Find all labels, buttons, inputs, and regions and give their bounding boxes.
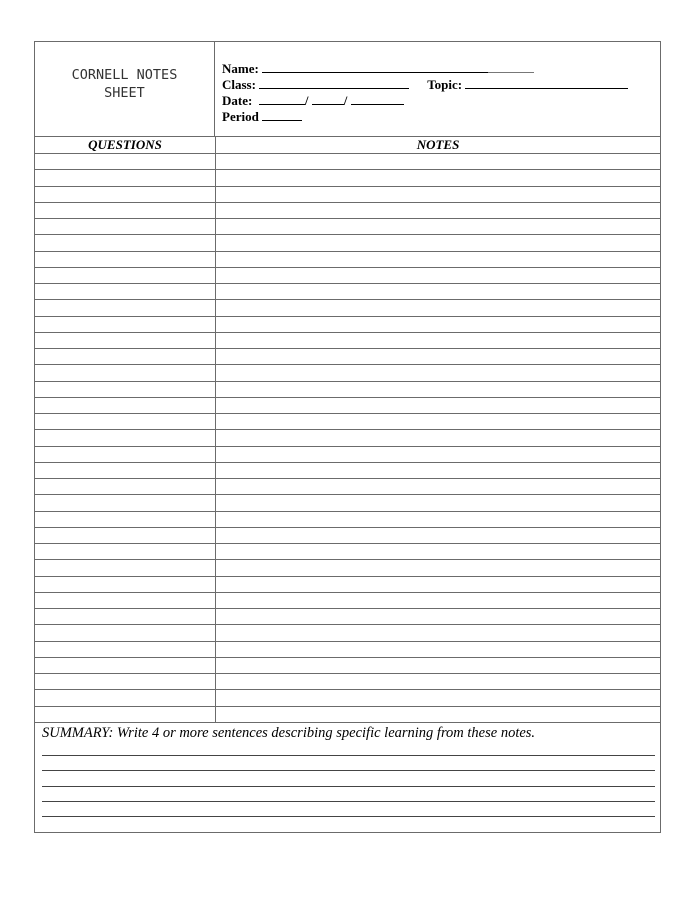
ruled-line [35, 218, 660, 219]
cornell-notes-sheet [34, 41, 661, 833]
ruled-line [35, 446, 660, 447]
title-cell [35, 42, 215, 136]
summary-prompt: SUMMARY: Write 4 or more sentences describing specific learning from these notes. [42, 725, 536, 741]
period-row [222, 108, 302, 125]
ruled-line [35, 332, 660, 333]
date-separator-2: / [343, 93, 348, 108]
ruled-line [35, 559, 660, 560]
class-field[interactable] [259, 76, 409, 89]
ruled-line [35, 153, 660, 154]
summary-writing-line[interactable] [42, 755, 655, 756]
class-topic-row [222, 76, 628, 93]
ruled-line [35, 641, 660, 642]
name-field-extension[interactable] [488, 60, 534, 73]
name-row [222, 60, 534, 77]
title-line-2: SHEET [104, 85, 145, 101]
topic-label: Topic: [427, 77, 463, 92]
date-month-field[interactable] [259, 92, 305, 105]
summary-section [35, 722, 660, 832]
notes-column-header: NOTES [416, 137, 460, 152]
ruled-line [35, 706, 660, 707]
ruled-line [35, 169, 660, 170]
ruled-line [35, 527, 660, 528]
ruled-line [35, 429, 660, 430]
summary-writing-line[interactable] [42, 816, 655, 817]
ruled-line [35, 478, 660, 479]
ruled-line [35, 316, 660, 317]
date-separator-1: / [304, 93, 309, 108]
sheet-header [35, 42, 660, 137]
info-cell [215, 42, 660, 136]
questions-column-header: QUESTIONS [88, 137, 162, 152]
summary-writing-line[interactable] [42, 770, 655, 771]
ruled-line [35, 283, 660, 284]
ruled-line [35, 624, 660, 625]
ruled-line [35, 251, 660, 252]
ruled-line [35, 381, 660, 382]
ruled-line [35, 689, 660, 690]
date-label: Date: [222, 93, 253, 108]
ruled-line [35, 494, 660, 495]
class-label: Class: [222, 77, 256, 92]
ruled-line [35, 202, 660, 203]
period-label: Period [222, 109, 259, 124]
name-field[interactable] [262, 60, 488, 73]
ruled-line [35, 608, 660, 609]
ruled-line [35, 299, 660, 300]
ruled-line [35, 511, 660, 512]
summary-writing-line[interactable] [42, 801, 655, 802]
ruled-line [35, 234, 660, 235]
period-field[interactable] [262, 108, 302, 121]
ruled-line [35, 186, 660, 187]
ruled-line [35, 348, 660, 349]
date-row [222, 92, 404, 109]
name-label: Name: [222, 61, 259, 76]
ruled-line [35, 592, 660, 593]
sheet-title [72, 66, 178, 102]
summary-writing-line[interactable] [42, 786, 655, 787]
ruled-line [35, 397, 660, 398]
topic-field[interactable] [465, 76, 628, 89]
notes-grid [35, 137, 660, 722]
title-line-1: CORNELL NOTES [71, 67, 178, 83]
ruled-line [35, 657, 660, 658]
ruled-line [35, 673, 660, 674]
ruled-line [35, 543, 660, 544]
ruled-line [35, 576, 660, 577]
date-day-field[interactable] [312, 92, 344, 105]
date-year-field[interactable] [351, 92, 404, 105]
ruled-line [35, 462, 660, 463]
ruled-line [35, 413, 660, 414]
ruled-line [35, 364, 660, 365]
ruled-line [35, 267, 660, 268]
